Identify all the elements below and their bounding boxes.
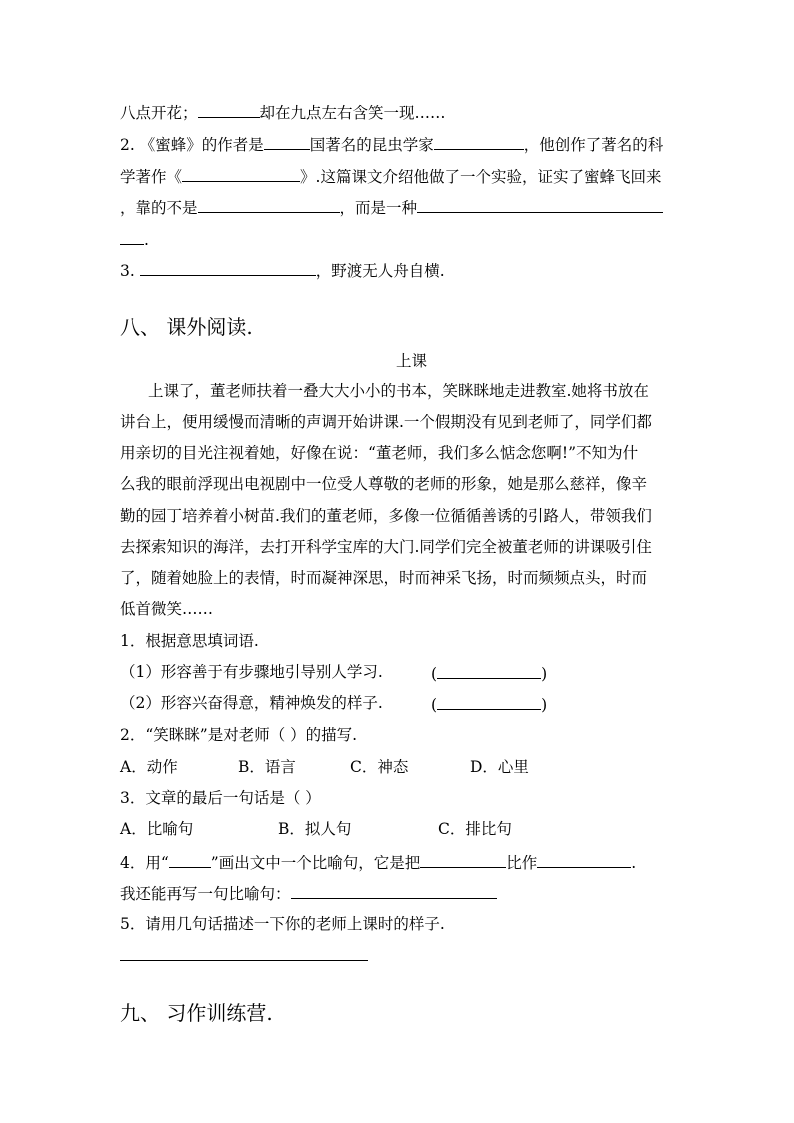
answer-blank[interactable] (169, 850, 211, 868)
answer-blank[interactable] (434, 132, 524, 150)
text: ，靠的不是 (120, 199, 198, 217)
option-a[interactable]: A．比喻句 (120, 820, 194, 838)
text: 却在九点左右含笑一现…… (259, 104, 446, 122)
answer-blank[interactable] (120, 227, 144, 245)
answer-paren: ( ) (431, 661, 547, 685)
text: （1）形容善于有步骤地引导别人学习. (120, 663, 383, 681)
answer-blank[interactable] (537, 850, 631, 868)
answer-blank[interactable] (437, 661, 541, 679)
answer-blank[interactable] (291, 881, 497, 899)
passage-line: 么我的眼前浮现出电视剧中一位受人尊敬的老师的形象，她是那么慈祥，像辛 (120, 475, 648, 493)
option-c[interactable]: C．排比句 (438, 820, 512, 838)
fill-line-1 (120, 100, 446, 124)
option-d[interactable]: D．心里 (470, 758, 529, 776)
answer-blank[interactable] (437, 692, 541, 710)
answer-paren: ( ) (431, 692, 547, 716)
answer-blank[interactable] (417, 195, 663, 213)
option-b[interactable]: B．语言 (238, 758, 296, 776)
option-a[interactable]: A．动作 (120, 758, 178, 776)
text: . (631, 854, 637, 872)
answer-blank[interactable] (182, 164, 300, 182)
text: 学著作《 (120, 168, 183, 186)
text: 比作 (506, 854, 538, 872)
text: ，野渡无人舟自横. (315, 262, 445, 280)
reading-q5: 5．请用几句话描述一下你的老师上课时的样子. (120, 915, 445, 933)
answer-blank[interactable] (140, 258, 316, 276)
text: ”画出文中一个比喻句，它是把 (210, 854, 421, 872)
reading-q4 (120, 850, 636, 874)
passage-line: 用亲切的目光注视着她，好像在说：“董老师，我们多么惦念您啊!”不知为什 (120, 444, 639, 462)
reading-q1-sub1 (120, 661, 383, 683)
answer-line[interactable] (120, 960, 368, 961)
text: ，而是一种 (339, 199, 418, 217)
text: 国著名的昆虫学家 (309, 136, 434, 154)
passage-line: 了，随着她脸上的表情，时而凝神深思，时而神采飞扬，时而频频点头，时而 (120, 569, 648, 587)
question-2-line-2 (120, 164, 661, 188)
passage-title: 上课 (396, 352, 428, 370)
text: 》.这篇课文介绍他做了一个实验，证实了蜜蜂飞回来 (300, 168, 662, 186)
text: ，他创作了著名的科 (523, 136, 664, 154)
section-8-heading: 八、 课外阅读. (120, 315, 253, 339)
option-b[interactable]: B．拟人句 (278, 820, 352, 838)
reading-q2: 2．“笑眯眯”是对老师（ ）的描写. (120, 726, 358, 744)
passage-line: 去探索知识的海洋，去打开科学宝库的大门.同学们完全被董老师的讲课吸引住 (120, 538, 652, 556)
answer-blank[interactable] (198, 100, 260, 118)
passage-line: 勤的园丁培养着小树苗.我们的董老师，多像一位循循善诱的引路人，带领我们 (120, 507, 652, 525)
reading-q3: 3．文章的最后一句话是（ ） (120, 789, 321, 807)
text: （2）形容兴奋得意，精神焕发的样子. (120, 694, 383, 712)
question-2-line-3 (120, 195, 663, 219)
question-number: 2. (120, 136, 135, 154)
text: 我还能再写一句比喻句： (120, 885, 291, 903)
text: . (144, 231, 149, 249)
question-3 (120, 258, 445, 282)
answer-blank[interactable] (198, 195, 340, 213)
passage-line: 低首微笑…… (120, 600, 214, 618)
text: 《蜜蜂》的作者是 (139, 136, 264, 154)
answer-blank[interactable] (420, 850, 506, 868)
passage-line: 讲台上，便用缓慢而清晰的声调开始讲课.一个假期没有见到老师了，同学们都 (120, 413, 652, 431)
reading-q1-sub2 (120, 692, 383, 714)
question-2-line-1 (120, 132, 663, 156)
text: 八点开花； (120, 104, 198, 122)
option-c[interactable]: C．神态 (350, 758, 409, 776)
reading-q4-line2 (120, 881, 497, 905)
section-9-heading: 九、 习作训练营. (120, 1001, 273, 1025)
question-number: 3. (120, 262, 135, 280)
text: 4．用“ (120, 854, 169, 872)
passage-line: 上课了，董老师扶着一叠大大小小的书本，笑眯眯地走进教室.她将书放在 (148, 382, 649, 400)
question-2-line-4 (120, 227, 149, 251)
answer-blank[interactable] (264, 132, 310, 150)
reading-q1: 1．根据意思填词语. (120, 632, 259, 650)
